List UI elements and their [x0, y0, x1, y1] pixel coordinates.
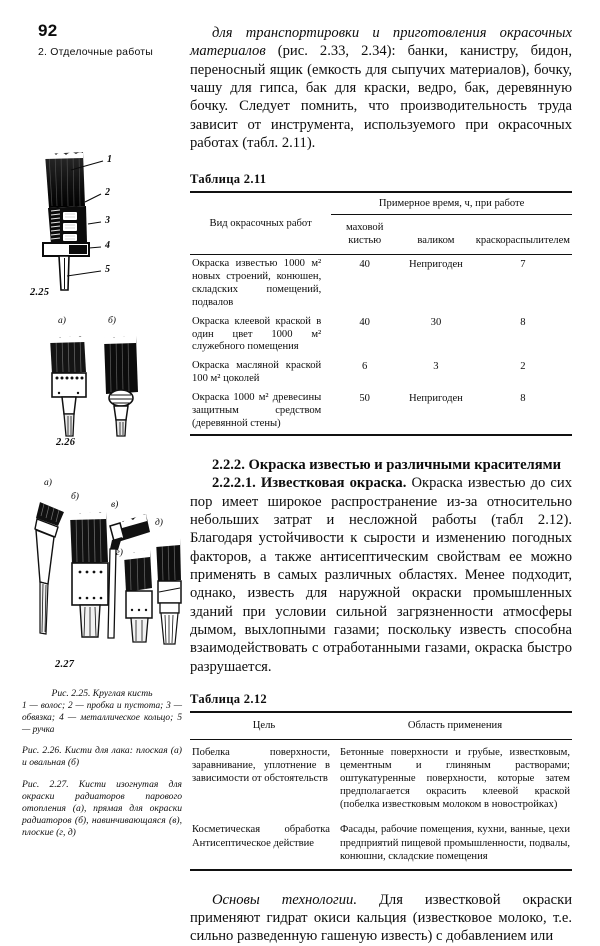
paragraph-lime-painting	[190, 474, 572, 675]
table-2-11-header-row-1	[190, 192, 572, 214]
sublabel-v: в)	[111, 500, 119, 510]
cell-sprayer: 8	[520, 393, 526, 405]
cell-desc: Окраска известью 1000 м² новых строений, конюшен, складских помещений, подвалов	[192, 257, 322, 308]
cell-application: Бетонные поверхности и грубые, известковым, цементным и глиняным растворами; оштукатуренные поверхности, которые затем предполагается окрасить клеевой краской (побелка известковым молоком в новостройках)	[340, 746, 570, 811]
page-number: 92	[38, 21, 58, 40]
cell-brush: 50	[359, 393, 370, 405]
callout-1: 1	[107, 154, 112, 165]
table-row	[190, 313, 572, 358]
cell-application: Фасады, рабочие помещения, кухни, ванные, цехи предприятий пищевой промышленности, подвалы, конюшни, складские помещения	[340, 824, 570, 862]
round-brush-illustration	[25, 150, 175, 300]
table-2-11-label: Таблица 2.11	[190, 172, 267, 187]
cell-roller: 3	[433, 361, 439, 373]
table-2-11-header-kind: Вид окрасочных работ	[209, 218, 312, 230]
right-column	[190, 24, 572, 946]
radiator-brushes-illustration	[18, 492, 183, 652]
table-2-11-header-roller: валиком	[417, 235, 455, 247]
caption-2-26	[22, 745, 182, 769]
legend-item-4: 4 — металлическое кольцо;	[59, 712, 174, 723]
table-row	[190, 357, 572, 389]
caption-2-27-text: Рис. 2.27. Кисти изогнутая для окраски радиаторов парового отопления (а), прямая для окраски радиаторов (б), навинчивающаяся (в), плоские (г, д)	[22, 778, 182, 839]
table-2-11-header-sprayer: краскораспылителем	[475, 235, 570, 247]
caption-2-26-text: Рис. 2.26. Кисти для лака: плоская (а) и овальная (б)	[22, 745, 182, 769]
table-2-11-header-time-span: Примерное время, ч, при работе	[331, 192, 572, 214]
legend-item-1: 1 — волос;	[22, 701, 66, 712]
sublabel-a: а)	[58, 316, 66, 326]
table-2-11-body	[190, 254, 572, 436]
cell-roller: 30	[430, 316, 442, 328]
heading-2-2-2-1: 2.2.2.1. Известковая окраска.	[212, 475, 407, 492]
cell-desc: Окраска 1000 м² древесины защитным средством (деревянной стены)	[192, 392, 322, 430]
cell-purpose-line-1: Косметическая обработка	[192, 824, 330, 836]
cell-sprayer: 8	[520, 316, 526, 328]
figure-number-2-26: 2.26	[56, 437, 76, 448]
cell-desc: Окраска масляной краской 100 м² цоколей	[192, 360, 322, 385]
cell-desc: Окраска клеевой краской в один цвет 1000 м² служебного помещения	[192, 315, 322, 353]
paragraph-intro-italic-lead: для транспортировки и приготовления окрасочных материалов	[190, 25, 572, 60]
table-2-12-header-row	[190, 712, 572, 739]
table-2-12-body	[190, 739, 572, 871]
legend-item-3: 3 — обвязка;	[22, 701, 182, 723]
table-2-11-header-brush: маховой кистью	[345, 222, 384, 247]
legend-item-5: 5 — ручка	[22, 712, 182, 735]
cell-brush: 40	[359, 258, 370, 270]
running-head: 2. Отделочные работы	[38, 45, 154, 58]
callout-3: 3	[105, 215, 110, 226]
caption-2-25-title: Рис. 2.25. Круглая кисть	[51, 688, 153, 699]
lacquer-brushes-illustration	[40, 328, 160, 438]
figure-number-2-27: 2.27	[55, 659, 75, 670]
paragraph-lime-painting-text: Окраска известью до сих пор имеет широкое распространение из-за относительно небольших затрат и несложной работы (табл 2.12). Благодаря устойчивости к сырости и изменению погодных факторов, а также антисептическим свойствам ее можно применять в самых различных областях. Менее подходит, однако, известь для наружной окраски промышленных зданий при условии сильной загрязненности атмосферы дымом, выхлопными газами; поскольку известь способна взаимодействовать с отработанными газами, окраска быстро разрушается.	[190, 475, 573, 675]
table-2-12-header-purpose: Цель	[252, 719, 276, 731]
callout-5: 5	[105, 264, 110, 275]
legend-item-2: 2 — пробка и пустота;	[68, 701, 164, 712]
sublabel-b: б)	[71, 492, 79, 502]
table-2-11	[190, 191, 572, 436]
paragraph-intro-rest: (рис. 2.33, 2.34): банки, канистру, бидон, переносный ящик (емкость для сыпучих материалов), бочку, чашу для гипса, бак для краски, ведро, бак, деревянную бочку. Следует помнить, что производительность труда зависит от инструмента, используемого при окрасочных работах (табл. 2.11).	[190, 43, 572, 151]
cell-sprayer: 2	[520, 361, 526, 373]
figure-2-27	[18, 478, 183, 653]
callout-2: 2	[105, 187, 110, 198]
figure-captions	[22, 688, 182, 848]
table-2-12-label: Таблица 2.12	[190, 691, 268, 706]
table-row	[190, 739, 572, 817]
cell-brush: 40	[359, 316, 370, 328]
sublabel-b: б)	[108, 316, 116, 326]
cell-purpose: Побелка поверхности, заравнивание, уплотнение в зависимости от обстоятельств	[192, 746, 330, 784]
table-row	[190, 817, 572, 869]
table-row	[190, 389, 572, 435]
paragraph-intro	[190, 24, 572, 152]
sublabel-d: д)	[155, 518, 163, 528]
figure-2-25	[25, 150, 175, 300]
left-column	[38, 22, 186, 59]
sublabel-g: г)	[116, 548, 123, 558]
sublabel-a: а)	[44, 478, 52, 488]
caption-2-27	[22, 779, 182, 840]
heading-2-2-2: 2.2.2. Окраска известью и различными красителями	[212, 457, 561, 474]
cell-brush: 6	[362, 361, 368, 373]
paragraph-technology-lead: Основы технологии.	[212, 891, 357, 908]
caption-2-25-legend	[22, 701, 182, 736]
cell-purpose-line-2: Антисептическое действие	[192, 837, 314, 849]
cell-sprayer: 7	[520, 258, 526, 270]
cell-roller: Непригоден	[409, 393, 463, 405]
table-2-12-header-application: Область применения	[407, 719, 503, 731]
figure-2-26	[40, 316, 160, 426]
table-2-11-head	[190, 192, 572, 254]
paragraph-technology-basics	[190, 891, 572, 946]
cell-purpose	[190, 817, 338, 869]
table-row	[190, 254, 572, 312]
table-2-12	[190, 711, 572, 871]
paragraph-technology-text: Для известковой окраски применяют гидрат окиси кальция (известковое молоко, т.е. сильно разведенную гашеную известь) с добавлением или	[190, 891, 573, 945]
caption-2-25	[22, 688, 182, 736]
cell-roller: Непригоден	[409, 258, 463, 270]
figure-number-2-25: 2.25	[30, 287, 50, 298]
table-2-12-head	[190, 712, 572, 739]
callout-4: 4	[105, 240, 110, 251]
